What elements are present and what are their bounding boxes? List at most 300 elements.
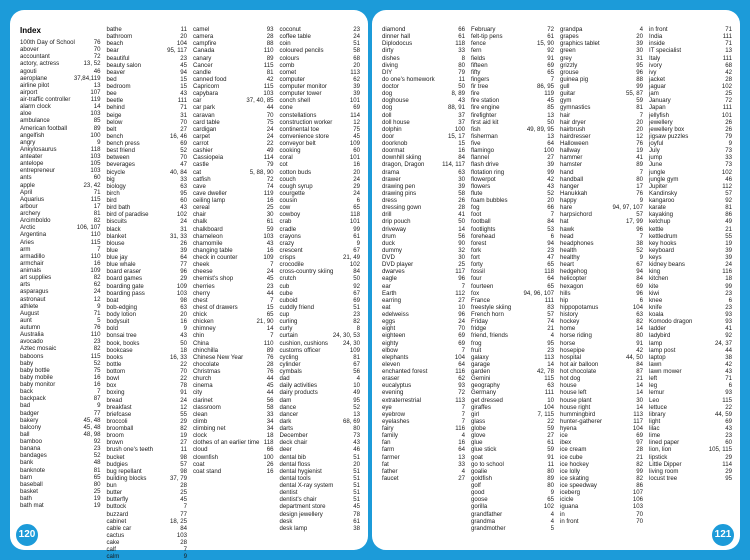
- index-term: January: [649, 97, 671, 105]
- index-entry: [560, 254, 643, 261]
- index-page-ref: 102: [176, 211, 187, 219]
- index-page-ref: 65: [547, 261, 554, 269]
- index-entry: [382, 283, 465, 290]
- index-entry: [382, 268, 465, 275]
- index-term: crocodile: [279, 261, 304, 269]
- index-term: air-traffic controller: [20, 96, 71, 103]
- index-page-ref: 59: [547, 425, 554, 432]
- index-entry: [280, 176, 361, 183]
- index-page-ref: 60: [93, 174, 101, 182]
- index-term: fire engine: [471, 104, 500, 112]
- index-page-ref: 50: [458, 218, 465, 226]
- index-page-ref: 39: [458, 182, 465, 190]
- index-term: duck: [382, 239, 395, 247]
- index-term: hanger: [560, 182, 579, 190]
- index-entry: [107, 183, 188, 190]
- index-entry: [471, 119, 554, 126]
- index-entry: [280, 425, 361, 432]
- index-term: catfish: [193, 175, 211, 183]
- index-term: helicopter: [560, 275, 587, 283]
- index-term: bedroom: [106, 83, 131, 90]
- index-page-ref: 23: [725, 432, 732, 440]
- index-page-ref: 41: [636, 154, 643, 162]
- index-entry: [280, 347, 361, 354]
- index-term: goalie: [471, 467, 488, 475]
- index-entry: [560, 62, 643, 69]
- index-term: baboons: [20, 352, 44, 360]
- index-page-ref: 80: [353, 425, 360, 432]
- index-entry: [280, 169, 361, 176]
- index-page-ref: 16: [266, 197, 274, 204]
- index-term: in front: [649, 26, 668, 33]
- index-page-ref: 100: [454, 125, 465, 133]
- index-page-ref: 104: [543, 403, 554, 411]
- index-page-ref: 37: [458, 111, 465, 119]
- index-term: jewellery box: [649, 125, 685, 133]
- index-page-ref: 88: [636, 75, 643, 83]
- index-page-ref: 65: [353, 204, 360, 212]
- index-entry: [649, 290, 732, 297]
- index-entry: [649, 69, 732, 76]
- index-term: crutch: [279, 275, 297, 283]
- index-term: bed: [106, 75, 117, 83]
- index-page-ref: 66: [547, 204, 554, 212]
- index-entry: [107, 26, 188, 33]
- index-page-ref: 4: [550, 332, 554, 340]
- index-term: head: [560, 232, 574, 240]
- index-term: Halloween: [560, 140, 589, 147]
- index-entry: [471, 169, 554, 176]
- index-term: lettuce: [649, 403, 667, 411]
- index-term: chicken: [193, 318, 214, 326]
- index-entry: [193, 461, 274, 468]
- index-term: doghouse: [382, 97, 409, 105]
- index-term: dancer: [279, 410, 299, 418]
- index-term: joyful: [649, 140, 664, 147]
- index-term: bird of paradise: [106, 211, 149, 219]
- index-entry: [193, 55, 274, 62]
- index-term: blue jay: [106, 254, 128, 261]
- index-column-4: [280, 26, 361, 534]
- index-term: knee: [649, 296, 663, 304]
- index-page-ref: 84: [636, 275, 643, 283]
- index-term: bodysuit: [106, 318, 130, 326]
- index-term: drawing pins: [382, 189, 417, 197]
- index-term: ants: [20, 174, 32, 182]
- index-entry: [20, 331, 101, 338]
- index-entry: [382, 389, 465, 396]
- index-page-ref: 56: [353, 368, 360, 375]
- index-page-ref: 92: [547, 47, 554, 55]
- index-term: bear: [106, 47, 119, 55]
- index-page-ref: 13: [547, 111, 554, 119]
- index-page-ref: 48, 98: [83, 430, 101, 438]
- index-entry: [20, 381, 101, 388]
- index-term: balcony: [20, 423, 42, 431]
- index-entry: [280, 218, 361, 225]
- index-term: camera: [193, 33, 214, 41]
- index-page-ref: 23: [93, 338, 101, 346]
- index-term: desk: [279, 517, 293, 525]
- index-term: baby mobile: [20, 373, 53, 381]
- index-page-ref: 78: [180, 382, 187, 390]
- index-page-ref: 73: [725, 147, 732, 155]
- index-entry: [382, 254, 465, 261]
- index-entry: [560, 518, 643, 525]
- index-entry: [382, 368, 465, 375]
- index-page-ref: 69: [353, 104, 360, 112]
- index-page-ref: 47: [547, 254, 554, 261]
- index-term: cuboid: [279, 296, 298, 304]
- index-entry: [20, 182, 101, 189]
- index-entry: [193, 140, 274, 147]
- index-page-ref: 9: [97, 402, 101, 410]
- index-page-ref: 81: [93, 466, 101, 474]
- index-page-ref: 57: [180, 460, 187, 468]
- index-term: bonsai tree: [106, 332, 137, 340]
- index-page-ref: 16: [266, 246, 274, 254]
- index-term: eye: [382, 403, 392, 411]
- index-entry: [649, 104, 732, 111]
- index-term: dress: [382, 197, 397, 204]
- index-term: Capricorn: [193, 83, 220, 90]
- index-term: cloud: [193, 446, 208, 454]
- index-entry: [471, 361, 554, 368]
- index-page-ref: 45: [266, 382, 274, 390]
- index-page-ref: 15: [458, 140, 465, 147]
- index-page-ref: 81: [636, 104, 643, 112]
- index-entry: [20, 317, 101, 324]
- index-entry: [107, 432, 188, 439]
- index-page-ref: 34: [266, 417, 274, 425]
- index-page-ref: 23: [725, 303, 732, 311]
- index-page-ref: 115: [90, 195, 101, 203]
- index-term: campfire: [193, 40, 217, 48]
- index-page-ref: 7: [461, 282, 465, 290]
- index-term: beauty salon: [106, 61, 142, 69]
- index-page-ref: 43: [180, 90, 187, 98]
- index-page-ref: 46: [725, 175, 732, 183]
- index-page-ref: 68: [725, 61, 732, 69]
- index-entry: [20, 46, 101, 53]
- index-term: best friend: [106, 147, 135, 155]
- index-entry: [193, 283, 274, 290]
- index-page-ref: 48: [93, 459, 101, 467]
- index-term: Leo: [649, 396, 660, 404]
- index-term: hairdresser: [560, 132, 591, 140]
- index-page-ref: 42: [725, 360, 732, 368]
- index-page-ref: 63: [180, 303, 187, 311]
- index-term: blue whale: [106, 261, 136, 269]
- index-page-ref: 102: [349, 261, 360, 269]
- index-page-ref: 24: [458, 318, 465, 326]
- index-entry: [560, 511, 643, 518]
- index-page-ref: 52: [180, 147, 187, 155]
- index-term: kayaking: [649, 211, 674, 219]
- index-page-ref: 72: [725, 97, 732, 105]
- index-entry: [560, 439, 643, 446]
- index-page-ref: 39: [725, 246, 732, 254]
- index-page-ref: 42: [636, 346, 643, 354]
- index-page-ref: 61: [266, 218, 274, 226]
- index-page-ref: 92: [353, 282, 360, 290]
- index-page-ref: 103: [176, 531, 187, 539]
- index-page-ref: 111: [544, 296, 554, 304]
- index-page-ref: 10: [547, 396, 554, 404]
- index-page-ref: 67: [353, 360, 360, 368]
- index-term: inside: [649, 40, 665, 48]
- index-entry: [560, 69, 643, 76]
- index-entry: [560, 432, 643, 439]
- index-term: chair: [193, 211, 207, 219]
- index-entry: [107, 482, 188, 489]
- index-page-ref: 9: [728, 140, 732, 147]
- index-term: comet: [279, 68, 297, 76]
- index-term: changing table: [193, 246, 233, 254]
- index-entry: [471, 290, 554, 297]
- index-term: car park: [193, 104, 216, 112]
- index-term: hippopotamus: [560, 303, 599, 311]
- index-entry: [107, 546, 188, 553]
- index-entry: [471, 325, 554, 332]
- index-term: dental tools: [279, 474, 311, 482]
- index-page-ref: 81: [353, 353, 360, 361]
- index-entry: [20, 60, 101, 67]
- index-column-2: [106, 26, 188, 560]
- index-page-ref: 40, 84: [170, 168, 187, 176]
- index-page-ref: 9: [97, 138, 101, 146]
- index-entry: [107, 190, 188, 197]
- index-page-ref: 23: [725, 289, 732, 297]
- index-term: living room: [649, 467, 679, 475]
- index-entry: [649, 439, 732, 446]
- index-page-ref: 52: [93, 452, 101, 460]
- index-term: dummy: [382, 246, 402, 254]
- index-entry: [560, 90, 643, 97]
- index-entry: [471, 140, 554, 147]
- index-term: hammer: [560, 154, 583, 162]
- index-page-ref: 12: [636, 132, 643, 140]
- index-page-ref: 61: [353, 517, 360, 525]
- index-term: boat: [106, 296, 119, 304]
- index-term: heart: [560, 261, 574, 269]
- index-term: curtain: [279, 332, 298, 340]
- index-page-ref: 16: [458, 439, 465, 447]
- index-entry: [560, 140, 643, 147]
- index-page-ref: 77: [180, 261, 187, 269]
- index-term: kiwi: [649, 289, 660, 297]
- index-page-ref: 57: [725, 189, 732, 197]
- index-entry: [649, 261, 732, 268]
- index-term: ice cream: [560, 446, 587, 454]
- index-page-ref: 64: [458, 446, 465, 454]
- index-entry: [382, 261, 465, 268]
- index-entry: [382, 439, 465, 446]
- index-page-ref: 60: [353, 147, 360, 155]
- index-page-ref: 24: [353, 33, 360, 41]
- index-term: dinner hall: [382, 33, 411, 41]
- index-page-ref: 62: [458, 375, 465, 383]
- index-entry: [280, 104, 361, 111]
- index-page-ref: 81: [725, 204, 732, 212]
- index-page-ref: 75: [353, 125, 360, 133]
- index-page-ref: 84: [180, 524, 187, 532]
- index-term: globe: [471, 425, 486, 432]
- index-term: keys: [649, 254, 662, 261]
- index-page-ref: 29: [725, 453, 732, 461]
- index-term: city: [193, 389, 203, 397]
- index-term: budgies: [106, 460, 128, 468]
- index-entry: [20, 53, 101, 60]
- index-entry: [280, 76, 361, 83]
- index-page-ref: 80: [93, 480, 101, 488]
- index-entry: [280, 482, 361, 489]
- index-page-ref: 111: [544, 389, 554, 397]
- index-page-ref: 44: [266, 389, 274, 397]
- index-entry: [280, 55, 361, 62]
- index-page-ref: 25: [458, 261, 465, 269]
- index-term: deck chair: [279, 439, 308, 447]
- index-page-ref: 25: [93, 487, 101, 495]
- index-page-ref: 99: [353, 225, 360, 233]
- index-page-ref: 72: [93, 53, 101, 61]
- index-entry: [193, 83, 274, 90]
- index-page-ref: 80: [547, 482, 554, 489]
- index-entry: [107, 311, 188, 318]
- index-entry: [193, 97, 274, 104]
- index-term: lawn mower: [649, 368, 682, 375]
- index-page-ref: 115: [263, 61, 274, 69]
- index-page-ref: 15, 90: [537, 40, 554, 48]
- index-entry: [280, 112, 361, 119]
- index-page-ref: 28: [180, 482, 187, 489]
- index-term: cheek: [193, 261, 210, 269]
- index-entry: [649, 247, 732, 254]
- index-entry: [382, 133, 465, 140]
- index-entry: [649, 297, 732, 304]
- index-entry: [560, 340, 643, 347]
- index-page-ref: 44: [266, 289, 274, 297]
- index-entry: [382, 332, 465, 339]
- index-term: banana: [20, 445, 41, 453]
- index-term: dentist: [279, 489, 298, 497]
- index-term: aunt: [20, 316, 32, 324]
- index-entry: [471, 161, 554, 168]
- index-term: drip pouch: [382, 218, 411, 226]
- index-entry: [107, 33, 188, 40]
- index-term: kidney beans: [649, 261, 685, 269]
- index-term: computer: [279, 75, 305, 83]
- index-entry: [107, 439, 188, 446]
- index-page-ref: 114: [350, 111, 360, 119]
- index-page-ref: 10: [458, 303, 465, 311]
- index-page-ref: 97: [636, 439, 643, 447]
- index-entry: [382, 275, 465, 282]
- index-entry: [649, 311, 732, 318]
- index-entry: [560, 197, 643, 204]
- index-entry: [560, 133, 643, 140]
- index-page-ref: 115: [90, 238, 101, 246]
- index-term: chest of drawers: [193, 303, 238, 311]
- index-entry: [107, 418, 188, 425]
- index-term: chameleon: [193, 232, 223, 240]
- index-page-ref: 119: [544, 90, 554, 98]
- index-entry: [649, 446, 732, 453]
- index-page-ref: 69: [636, 282, 643, 290]
- index-term: lime: [649, 432, 661, 440]
- index-entry: [107, 411, 188, 418]
- index-page-ref: 43: [180, 204, 187, 212]
- index-term: garage: [471, 360, 490, 368]
- index-entry: [107, 55, 188, 62]
- index-term: cradle: [279, 225, 297, 233]
- index-term: accountant: [20, 53, 50, 61]
- index-entry: [649, 354, 732, 361]
- index-term: caravan: [193, 111, 215, 119]
- index-entry: [193, 311, 274, 318]
- index-term: flowers: [471, 182, 491, 190]
- index-term: asparagus: [20, 288, 49, 296]
- index-term: climb: [193, 417, 208, 425]
- index-term: foot: [471, 211, 482, 219]
- index-entry: [20, 39, 101, 46]
- index-page-ref: 60: [725, 439, 732, 447]
- index-entry: [382, 304, 465, 311]
- index-entry: [471, 446, 554, 453]
- index-term: camel: [193, 26, 210, 33]
- index-page-ref: 43: [725, 368, 732, 375]
- index-term: horse: [560, 339, 576, 347]
- index-term: dolphin: [382, 125, 402, 133]
- index-page-ref: 12: [180, 403, 187, 411]
- index-entry: [560, 161, 643, 168]
- index-page-ref: 94: [547, 239, 554, 247]
- index-entry: [382, 62, 465, 69]
- index-term: angelfish: [20, 131, 45, 139]
- index-term: dog: [382, 104, 393, 112]
- index-page-ref: 16: [93, 259, 101, 267]
- index-entry: [107, 112, 188, 119]
- index-term: driveway: [382, 225, 407, 233]
- index-entry: [649, 318, 732, 325]
- index-page-ref: 101: [721, 111, 732, 119]
- index-term: dental hygienist: [279, 467, 322, 475]
- index-entry: [560, 461, 643, 468]
- index-page-ref: 87: [636, 368, 643, 375]
- index-entry: [471, 55, 554, 62]
- index-term: beetle: [106, 97, 124, 105]
- index-entry: [471, 418, 554, 425]
- index-entry: [280, 140, 361, 147]
- index-term: hamster: [560, 161, 583, 169]
- index-entry: [471, 154, 554, 161]
- index-entry: [20, 303, 101, 310]
- index-page-ref: 96: [636, 225, 643, 233]
- index-page-ref: 93: [725, 389, 732, 397]
- index-page-ref: 98: [180, 296, 187, 304]
- index-page-ref: 93: [725, 318, 732, 326]
- index-entry: [649, 147, 732, 154]
- index-page-ref: 39: [636, 40, 643, 48]
- index-term: lamp post: [649, 346, 676, 354]
- index-entry: [280, 197, 361, 204]
- index-term: drama: [382, 168, 400, 176]
- index-page-ref: 29: [180, 417, 187, 425]
- index-term: elephants: [382, 353, 409, 361]
- index-page-ref: 64: [180, 254, 187, 261]
- index-term: house: [560, 382, 577, 390]
- index-term: green: [560, 47, 576, 55]
